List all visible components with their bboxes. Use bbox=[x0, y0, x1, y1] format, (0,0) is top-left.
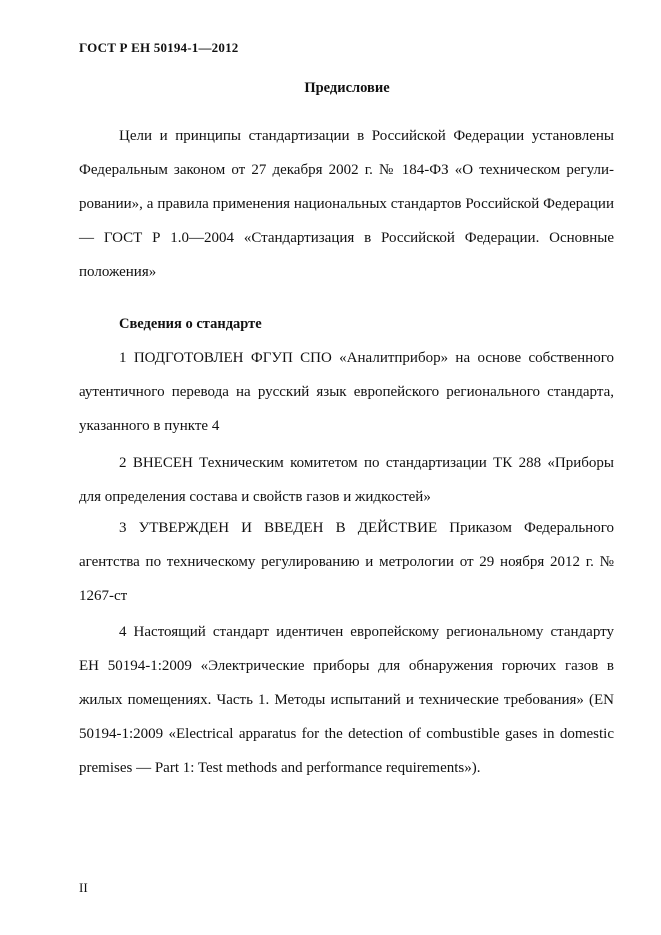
preface-intro-paragraph: Цели и принципы стандартизации в Российской Федерации установлены Федеральным законом от 27 декабря 2002 г. № 184-ФЗ «О техническом регулировании», а правила применения национальных стандартов Российской Федерации — ГОСТ Р 1.0—2004 «Стандартизация в Российской Федерации. Основные положения» bbox=[79, 128, 614, 280]
standard-info-item-1: 1 ПОДГОТОВЛЕН ФГУП СПО «Аналитприбор» на основе собственного аутентичного перевода на русский язык европейского регионального стандарта, указанного в пункте 4 bbox=[79, 350, 614, 434]
standard-info-item-2: 2 ВНЕСЕН Техническим комитетом по стандартизации ТК 288 «Приборы для определения состава и свойств газов и жидкостей» bbox=[79, 455, 614, 505]
standard-info-heading: Сведения о стандарте bbox=[119, 316, 262, 332]
standard-info-item-3: 3 УТВЕРЖДЕН И ВВЕДЕН В ДЕЙСТВИЕ Приказом Федерального агентства по техническому регулированию и метрологии от 29 ноября 2012 г. № 1267-ст bbox=[79, 520, 614, 604]
preface-title: Предисловие bbox=[304, 80, 390, 96]
standard-info-item-4: 4 Настоящий стандарт идентичен европейскому региональному стандарту ЕН 50194-1:2009 «Электрические приборы для обнаружения горючих газов в жилых помещениях. Часть 1. Методы испытаний и технические требования» (EN 50194-1:2009 «Electrical apparatus for the detection of combustible gases in domestic premises — Part 1: Test methods and performance requirements»). bbox=[79, 624, 614, 776]
page-number: II bbox=[79, 880, 88, 895]
document-id-header: ГОСТ Р ЕН 50194-1—2012 bbox=[79, 40, 239, 55]
